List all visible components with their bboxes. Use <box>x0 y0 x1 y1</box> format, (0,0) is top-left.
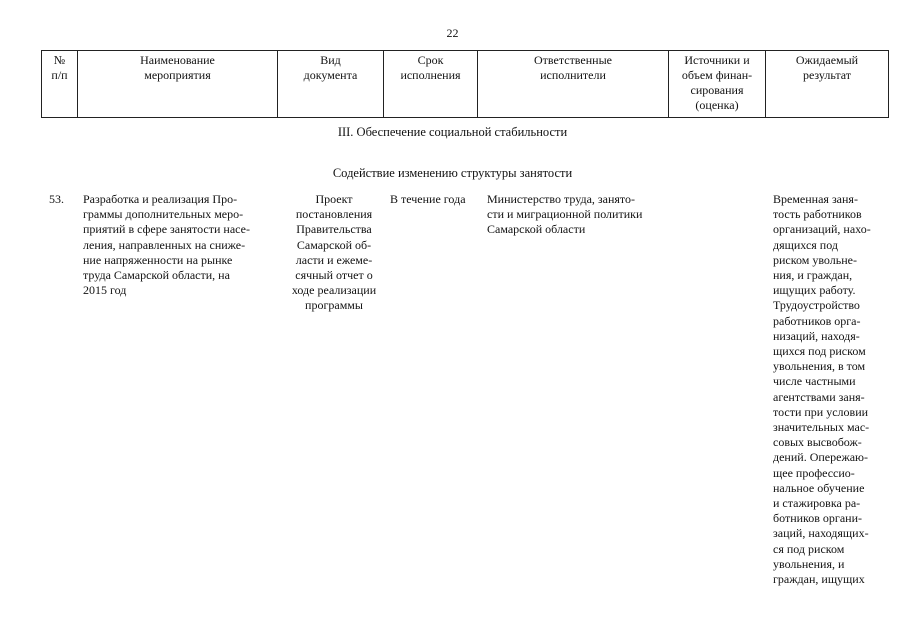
row-number: 53. <box>49 192 64 206</box>
row-deadline: В течение года <box>390 192 466 206</box>
subsection-title: Содействие изменению структуры занятости <box>332 166 573 180</box>
row-expected-result: Временная заня- тость работников организаций, нахо- дящихся под риском увольне- ния, и граждан, ищущих работу. Трудоустройство работников орга- низаций, находя- щихся под риском увольнения, в том числе частными агентствами заня- тости при условии значительных мас- совых высвобож- дений. Опережаю- щее профессио- нальное обучение и стажировка ра- ботников органи- заций, находящих- ся под риском увольнения, и граждан, ищущих <box>773 192 871 587</box>
header-sources: Источники и объем финан- сирования (оценка) <box>669 51 766 118</box>
section-title: III. Обеспечение социальной стабильности <box>337 125 568 139</box>
header-doc-type: Вид документа <box>278 51 384 118</box>
header-deadline: Срок исполнения <box>384 51 478 118</box>
header-name: Наименование мероприятия <box>78 51 278 118</box>
table-row <box>41 192 888 632</box>
row-responsible: Министерство труда, занято- сти и миграционной политики Самарской области <box>487 192 643 237</box>
row-document-type: Проект постановления Правительства Самарской об- ласти и ежеме- сячный отчет о ходе реализации программы <box>291 192 377 313</box>
header-result: Ожидаемый результат <box>766 51 889 118</box>
header-num: № п/п <box>42 51 78 118</box>
header-row <box>42 51 889 118</box>
header-responsible: Ответственные исполнители <box>478 51 669 118</box>
table-header <box>41 50 889 118</box>
page-number: 22 <box>446 26 459 40</box>
row-activity-name: Разработка и реализация Про- граммы дополнительных меро- приятий в сфере занятости насе- ления, направленных на сниже- ние напряженности на рынке труда Самарской области, на 2015 год <box>83 192 250 298</box>
